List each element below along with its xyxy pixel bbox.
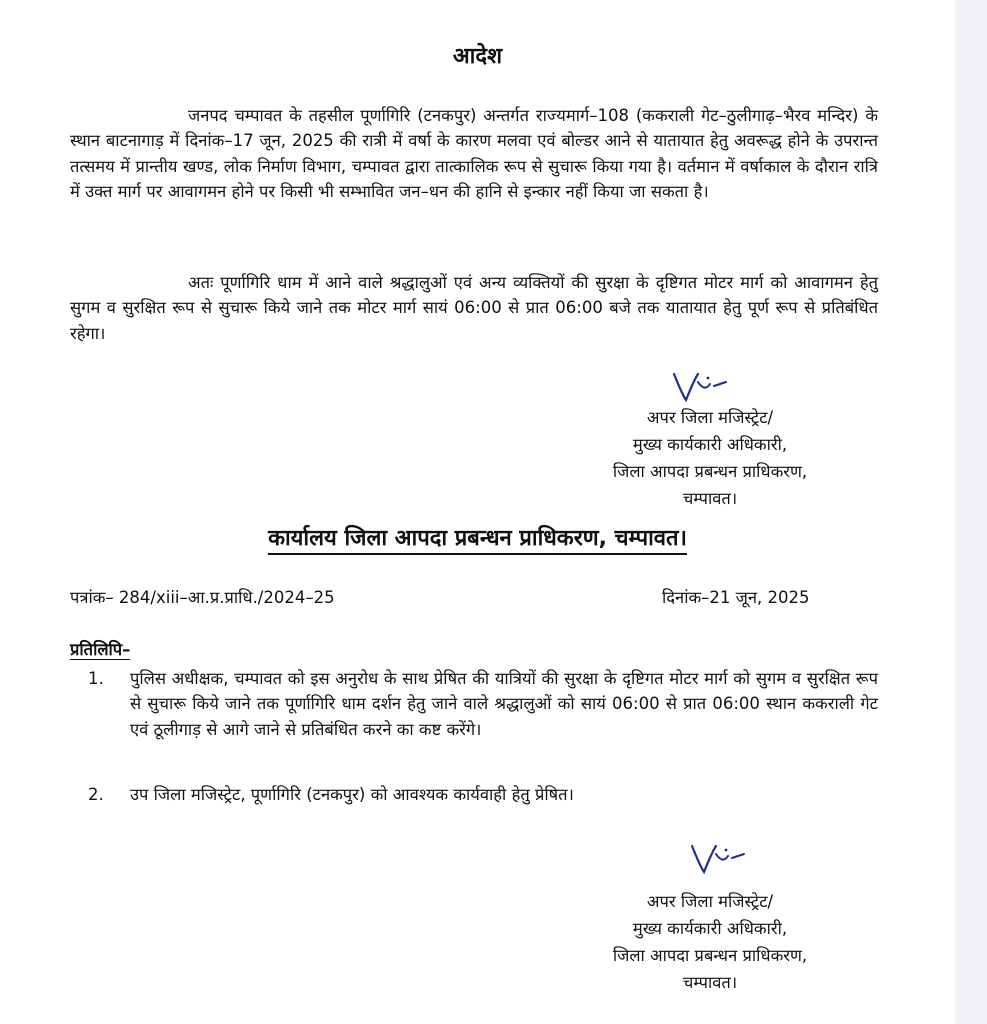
office-heading-text: कार्यालय जिला आपदा प्रबन्धन प्राधिकरण, चम्पावत। <box>268 526 687 555</box>
copy-to-heading-text: प्रतिलिपि– <box>70 640 131 659</box>
order-title: आदेश <box>452 44 503 69</box>
signature-mark <box>686 842 750 876</box>
signature-designation: मुख्य कार्यकारी अधिकारी, <box>632 435 788 454</box>
signature-designation: मुख्य कार्यकारी अधिकारी, <box>632 919 788 938</box>
list-item-text: उप जिला मजिस्ट्रेट, पूर्णागिरि (टनकपुर) को आवश्यक कार्यवाही हेतु प्रेषित। <box>130 785 574 804</box>
signature-designation: जिला आपदा प्रबन्धन प्राधिकरण, <box>612 462 808 481</box>
signature-mark <box>668 370 732 404</box>
order-paragraph-2: अतः पूर्णागिरि धाम में आने वाले श्रद्धालुओं एवं अन्य व्यक्तियों की सुरक्षा के दृष्टिगत मोटर मार्ग को आवागमन हेतु सुगम व सुरक्षित रूप से सुचारू किये जाने तक मोटर मार्ग सायं 06:00 से प्रात 06:00 बजे तक यातायात हेतु पूर्ण रूप से प्रतिबंधित रहेगा। <box>70 273 878 343</box>
letter-date: दिनांक–21 जून, 2025 <box>662 588 810 607</box>
list-item-number: 2. <box>88 785 104 804</box>
signature-designation: जिला आपदा प्रबन्धन प्राधिकरण, <box>612 946 808 965</box>
list-item <box>70 782 878 807</box>
list-item-text: पुलिस अधीक्षक, चम्पावत को इस अनुरोध के साथ प्रेषित की यात्रियों की सुरक्षा के दृष्टिगत मोटर मार्ग को सुगम व सुरक्षित रूप से सुचारू किये जाने तक पूर्णागिरि धाम दर्शन हेतु जाने वाले श्रद्धालुओं को सायं 06:00 से प्रात 06:00 स्थान ककराली गेट एवं ठूलीगाड़ से आगे जाने से प्रतिबंधित करने का कष्ट करेंगे। <box>130 669 878 739</box>
list-item <box>70 666 878 742</box>
list-item-number: 1. <box>88 669 104 688</box>
signature-designation: अपर जिला मजिस्ट्रेट/ <box>646 408 774 427</box>
signature-designation: चम्पावत। <box>682 973 738 992</box>
copy-to-heading <box>70 637 130 660</box>
signature-designation: चम्पावत। <box>682 489 738 508</box>
side-strip <box>955 0 987 1024</box>
letter-number: पत्रांक– 284/xiii–आ.प्र.प्राधि./2024–25 <box>70 588 335 607</box>
signature-designation: अपर जिला मजिस्ट्रेट/ <box>646 892 774 911</box>
office-heading <box>0 522 955 552</box>
signature-block-1 <box>560 404 860 512</box>
signature-block-2 <box>560 888 860 996</box>
order-paragraph-1: जनपद चम्पावत के तहसील पूर्णागिरि (टनकपुर) अन्तर्गत राज्यमार्ग–108 (ककराली गेट–ठुलीगाढ़–भैरव मन्दिर) के स्थान बाटनागाड़ में दिनांक–17 जून, 2025 की रात्री में वर्षा के कारण मलवा एवं बोल्डर आने से यातायात हेतु अवरूद्ध होने के उपरान्त तत्समय में प्रान्तीय खण्ड, लोक निर्माण विभाग, चम्पावत द्वारा तात्कालिक रूप से सुचारू किया गया है। वर्तमान में वर्षाकाल के दौरान रात्रि में उक्त मार्ग पर आवागमन होने पर किसी भी सम्भावित जन–धन की हानि से इन्कार नहीं किया जा सकता है। <box>70 106 878 202</box>
